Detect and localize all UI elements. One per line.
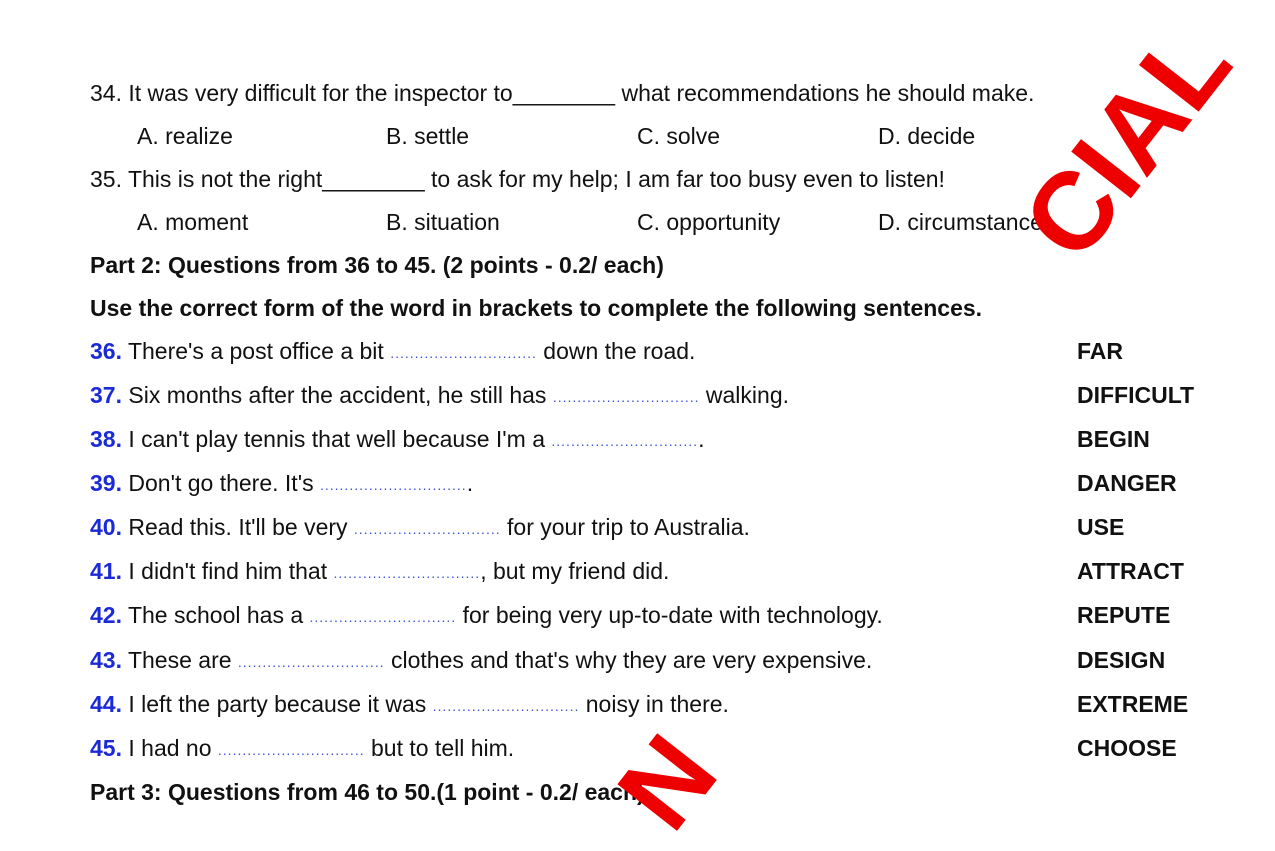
question-number: 39. xyxy=(90,470,122,496)
keyword: DIFFICULT xyxy=(1077,382,1195,408)
question-35 xyxy=(90,165,945,193)
question-text-before: I didn't find him that xyxy=(121,558,334,584)
question-text-before: This is not the right xyxy=(121,166,323,192)
option-d: D. circumstance xyxy=(878,209,1043,235)
part2-heading: Part 2: Questions from 36 to 45. (2 points - 0.2/ each) xyxy=(90,252,664,278)
question-text-after: down the road. xyxy=(536,338,696,364)
option-b: B. settle xyxy=(386,123,470,149)
question-number: 40. xyxy=(90,514,122,540)
question-text-before: The school has a xyxy=(121,602,310,628)
watermark-text: N xyxy=(594,713,741,851)
keyword: FAR xyxy=(1077,338,1123,364)
question-text-after: . xyxy=(466,470,474,496)
watermark-text: CIAL xyxy=(999,3,1255,282)
answer-dots: .............................. xyxy=(333,565,481,581)
question-number: 44. xyxy=(90,691,122,717)
answer-dots: .............................. xyxy=(551,433,699,449)
keyword: EXTREME xyxy=(1077,691,1189,717)
question-number: 43. xyxy=(90,647,122,673)
option-a: A. moment xyxy=(137,209,249,235)
question-text-before: It was very difficult for the inspector to xyxy=(121,80,513,106)
question-41 xyxy=(90,557,669,587)
question-text-after: walking. xyxy=(699,382,789,408)
question-text-after: for your trip to Australia. xyxy=(500,514,750,540)
answer-dots: .............................. xyxy=(217,742,365,758)
keyword: USE xyxy=(1077,514,1125,540)
question-number: 35. xyxy=(90,166,122,192)
question-34 xyxy=(90,79,1034,107)
question-number: 36. xyxy=(90,338,122,364)
keyword: CHOOSE xyxy=(1077,735,1177,761)
answer-dots: .............................. xyxy=(432,698,580,714)
part2-instruction: Use the correct form of the word in brackets to complete the following sentences. xyxy=(90,295,983,321)
answer-dots: .............................. xyxy=(237,654,385,670)
question-text-before: I left the party because it was xyxy=(121,691,433,717)
question-text-before: Six months after the accident, he still has xyxy=(121,382,553,408)
question-text-after: to ask for my help; I am far too busy even to listen! xyxy=(424,166,945,192)
question-text-before: I can't play tennis that well because I'm a xyxy=(121,426,552,452)
part3-heading: Part 3: Questions from 46 to 50.(1 point - 0.2/ each) xyxy=(90,779,645,805)
question-number: 42. xyxy=(90,602,122,628)
question-40 xyxy=(90,513,750,543)
option-c: C. opportunity xyxy=(637,209,781,235)
keyword: DANGER xyxy=(1077,470,1177,496)
question-39 xyxy=(90,469,473,499)
question-text-after: for being very up-to-date with technology. xyxy=(456,602,883,628)
question-text-after: but to tell him. xyxy=(364,735,515,761)
option-d: D. decide xyxy=(878,123,976,149)
keyword: ATTRACT xyxy=(1077,558,1184,584)
keyword: DESIGN xyxy=(1077,647,1166,673)
question-number: 41. xyxy=(90,558,122,584)
answer-dots: .............................. xyxy=(552,389,700,405)
keyword: BEGIN xyxy=(1077,426,1150,452)
question-text-after: noisy in there. xyxy=(579,691,729,717)
question-number: 45. xyxy=(90,735,122,761)
question-text-before: I had no xyxy=(121,735,218,761)
question-number: 34. xyxy=(90,80,122,106)
question-37 xyxy=(90,381,789,411)
question-number: 37. xyxy=(90,382,122,408)
question-text-before: These are xyxy=(121,647,238,673)
question-45 xyxy=(90,734,514,764)
keyword: REPUTE xyxy=(1077,602,1171,628)
answer-dots: .............................. xyxy=(390,345,537,361)
question-36 xyxy=(90,337,695,367)
question-42 xyxy=(90,601,883,631)
question-text-after: clothes and that's why they are very expensive. xyxy=(384,647,873,673)
question-text-before: Read this. It'll be very xyxy=(121,514,354,540)
answer-blank: ________ xyxy=(512,80,616,106)
question-text-before: There's a post office a bit xyxy=(121,338,391,364)
question-number: 38. xyxy=(90,426,122,452)
question-text-after: what recommendations he should make. xyxy=(615,80,1035,106)
question-text-after: , but my friend did. xyxy=(480,558,670,584)
question-text-before: Don't go there. It's xyxy=(121,470,320,496)
question-text-after: . xyxy=(698,426,705,452)
answer-dots: .............................. xyxy=(319,477,467,493)
question-44 xyxy=(90,690,729,720)
question-43 xyxy=(90,646,872,676)
answer-dots: .............................. xyxy=(353,521,501,537)
option-c: C. solve xyxy=(637,123,721,149)
answer-dots: .............................. xyxy=(309,609,457,625)
answer-blank: ________ xyxy=(322,166,425,192)
option-a: A. realize xyxy=(137,123,233,149)
option-b: B. situation xyxy=(386,209,500,235)
question-38 xyxy=(90,425,704,455)
